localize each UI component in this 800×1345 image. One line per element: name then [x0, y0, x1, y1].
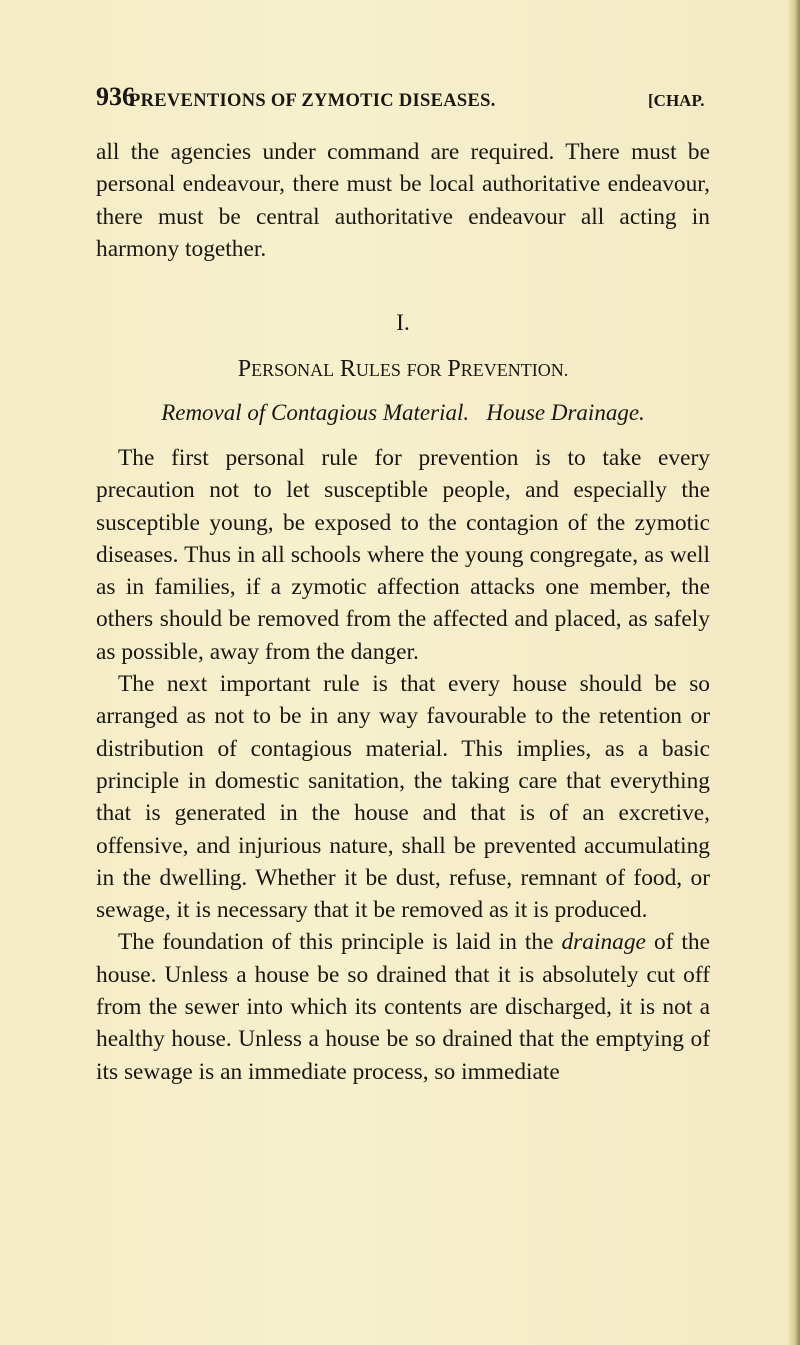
heading-initial-1: P [237, 356, 252, 382]
chapter-marker: [CHAP. [648, 91, 705, 110]
running-title: PREVENTIONS OF ZYMOTIC DISEASES. [129, 91, 496, 111]
section-number: I. [396, 310, 410, 335]
page-edge [788, 0, 800, 1345]
paragraph-3-start: The foundation of this principle is laid in the [118, 929, 562, 956]
paragraph-3-end: of the house. Unless a house be so drained that it is absolutely cut off from the sewer into which its contents are discharged, it is not a healthy house. Unless a house be so drained that the emptying of its sewage is an immediate process, so immediate [96, 929, 710, 1085]
section-heading [96, 356, 710, 383]
heading-rest-2: ULES [355, 360, 401, 380]
paragraph-3-italic: drainage [561, 929, 646, 956]
body-text [96, 442, 710, 1088]
heading-word-3: FOR [406, 360, 442, 380]
heading-initial-4: P [447, 356, 461, 382]
heading-rest-4: REVENTION. [460, 360, 569, 380]
opening-paragraph: all the agencies under command are required. There must be personal endeavour, there must be local authoritative endeavour, there must be central authoritative endeavour all acting in harmony together. [96, 139, 710, 262]
paragraph-1: The first personal rule for prevention is to take every precaution not to let susceptible people, and especially the susceptible young, be exposed to the contagion of the zymotic diseases. Thus in all schools where the young congregate, as well as in families, if a zymotic affection attacks one member, the others should be removed from the affected and placed, as safely as possible, away from the danger. [96, 445, 710, 665]
page-number: 936 [96, 82, 135, 111]
running-head [0, 82, 800, 122]
paragraph-3 [96, 926, 710, 1087]
opening-text [96, 136, 710, 265]
paragraph-2: The next important rule is that every house should be so arranged as not to be in any way favourable to the retention or distribution of contagious material. This implies, as a basic principle in domestic sanitation, the taking care that everything that is generated in the house and that is of an excretive, offensive, and injurious nature, shall be prevented accumulating in the dwelling. Whether it be dust, refuse, remnant of food, or sewage, it is necessary that it be removed as it is produced. [96, 671, 710, 924]
section-subheading: Removal of Contagious Material. House Drainage. [161, 400, 645, 425]
heading-initial-2: R [339, 356, 356, 382]
heading-rest-1: ERSONAL [251, 360, 335, 380]
